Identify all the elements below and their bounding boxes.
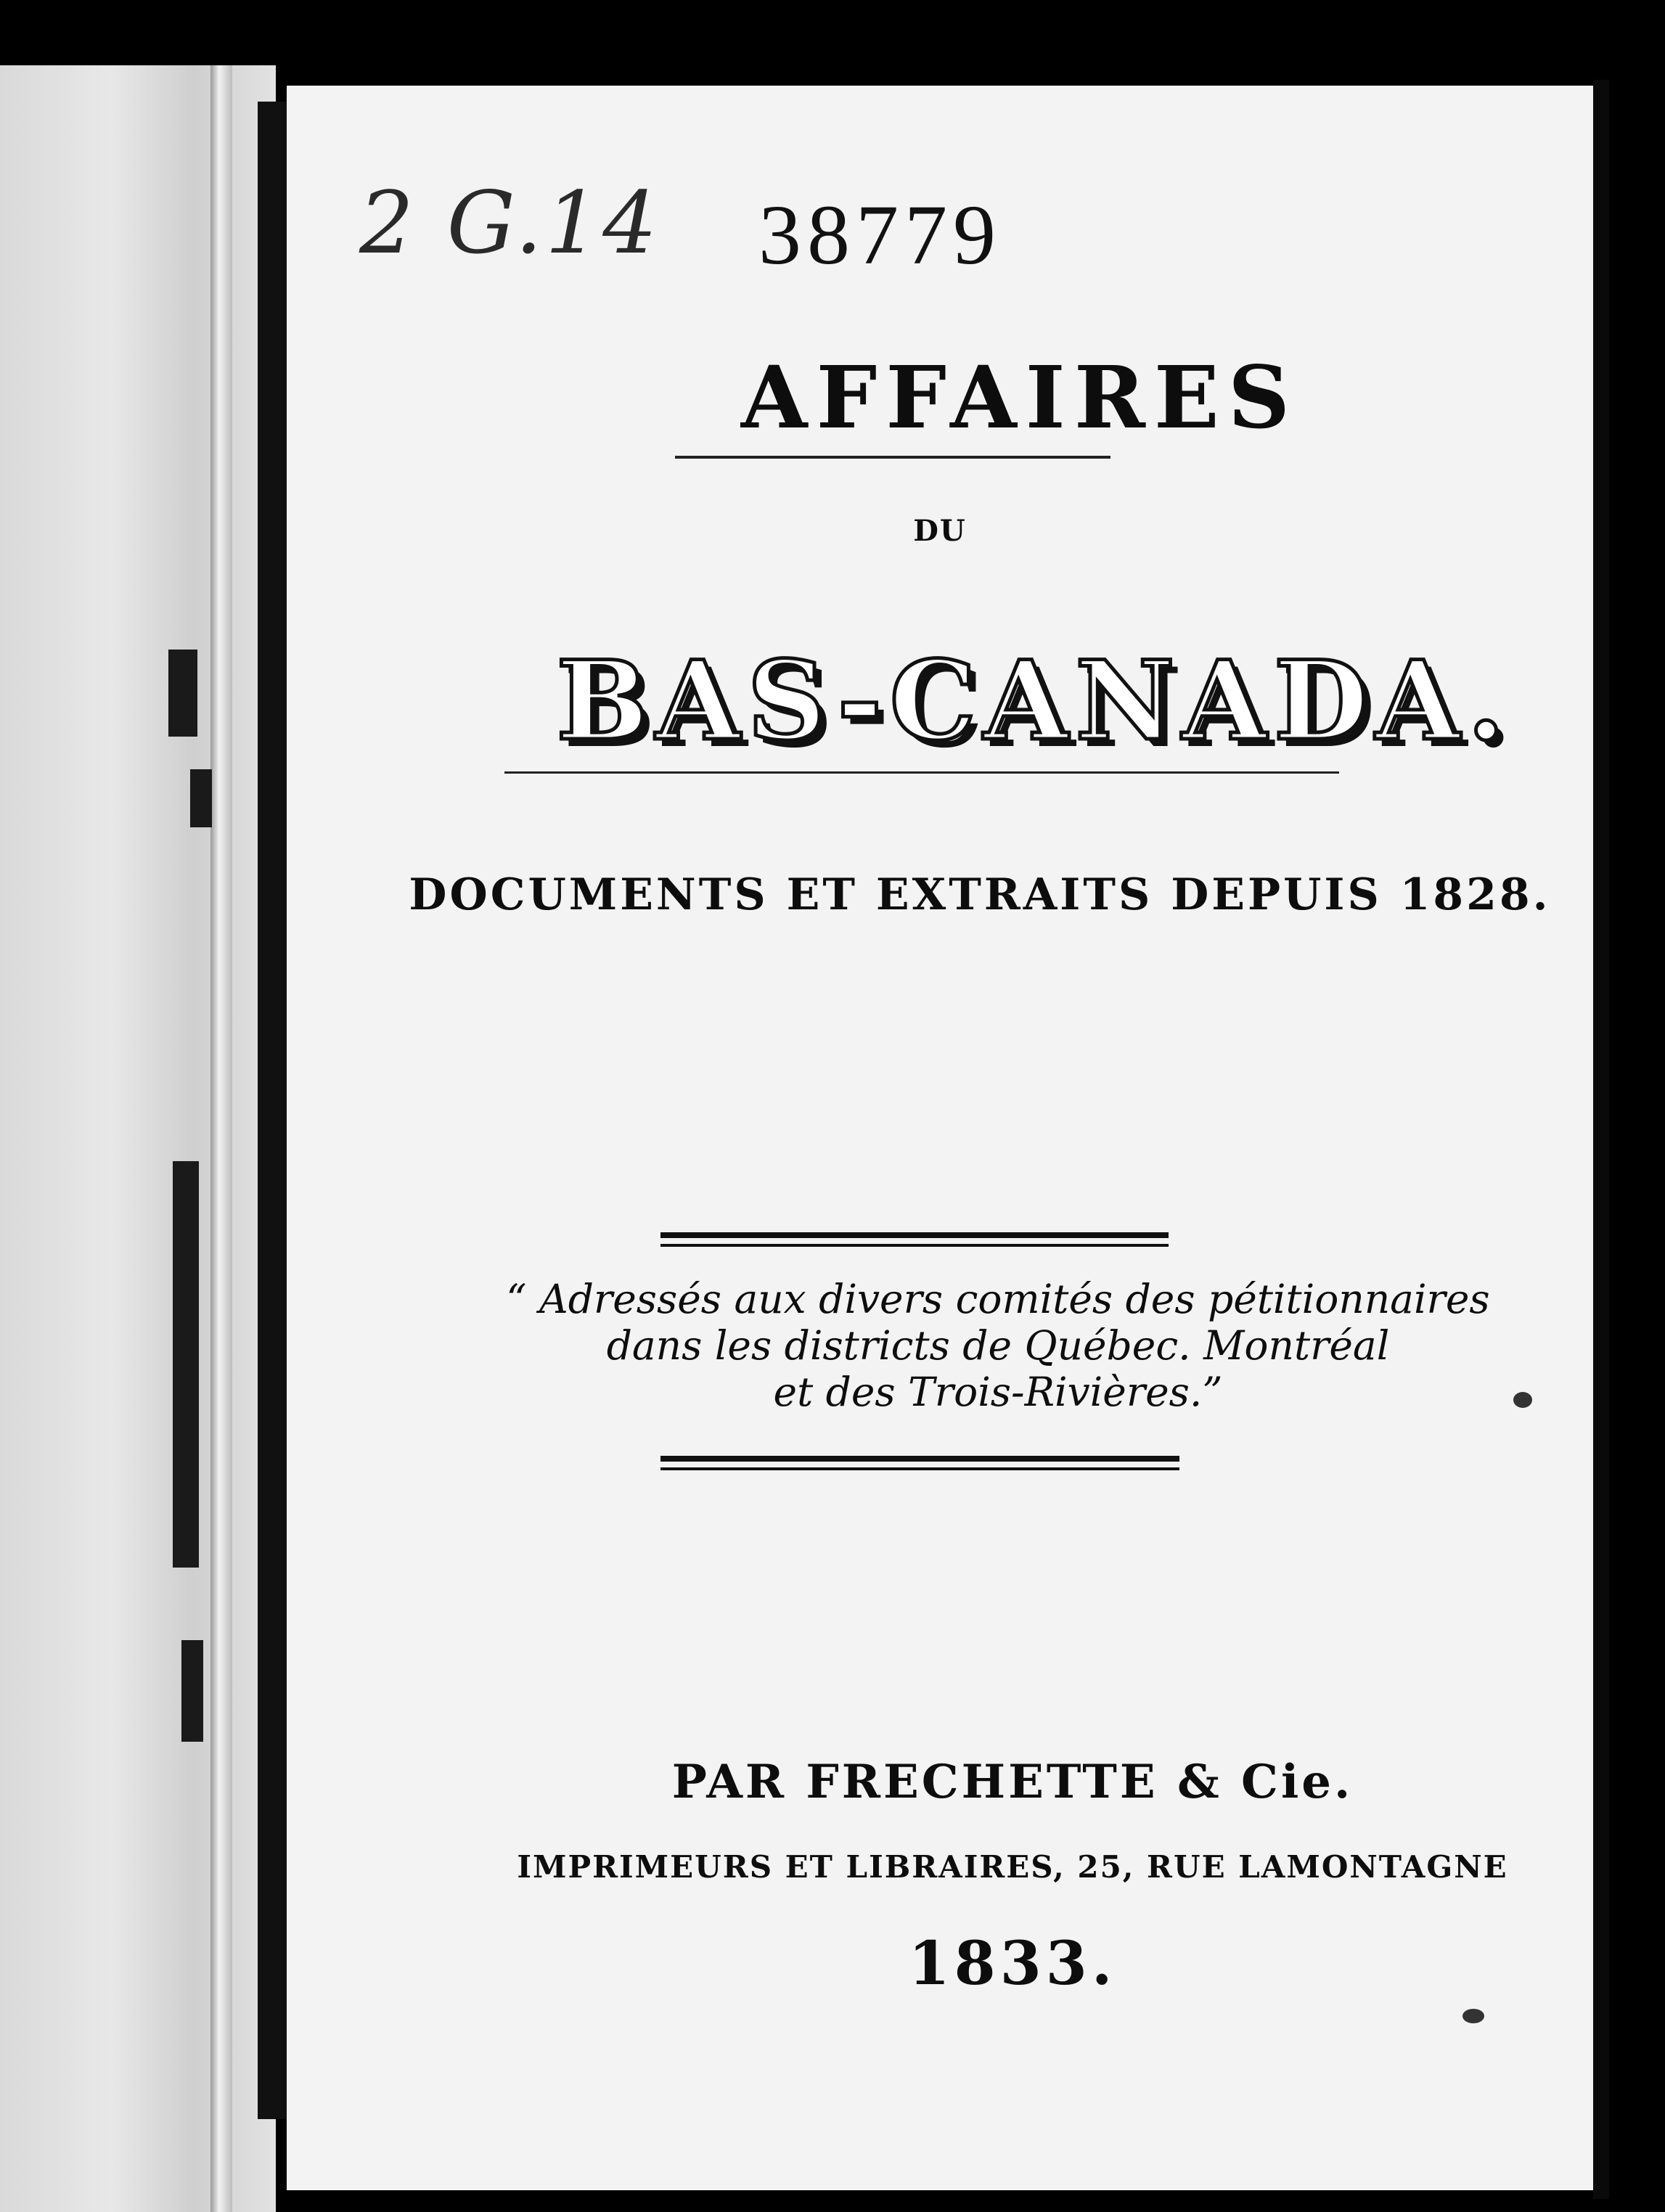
- binding-spine: [0, 65, 276, 2212]
- binding-stitch: [181, 1640, 203, 1742]
- page-edge: [1593, 80, 1609, 2199]
- ink-speck: [1462, 2009, 1484, 2023]
- title-rule: [675, 456, 1110, 459]
- title-du: DU: [913, 514, 967, 548]
- publisher-detail: IMPRIMEURS ET LIBRAIRES, 25, RUE LAMONTAGNE: [517, 1849, 1508, 1885]
- binding-stitch: [173, 1161, 199, 1568]
- binding-gutter: [258, 102, 288, 2119]
- catalog-number: 38779: [758, 187, 1002, 282]
- handwritten-note: 2 G.14: [359, 173, 660, 273]
- epigraph: [345, 1276, 1651, 1415]
- double-rule-bottom: [660, 1456, 1179, 1470]
- double-rule-top: [660, 1232, 1169, 1247]
- epigraph-line: dans les districts de Québec. Montréal: [606, 1322, 1390, 1369]
- title-affaires: AFFAIRES: [740, 347, 1299, 448]
- ink-speck: [1513, 1392, 1532, 1408]
- publisher: PAR FRECHETTE & Cie.: [671, 1755, 1354, 1809]
- title-bas-canada: BAS-CANADA.: [556, 637, 1513, 765]
- epigraph-line: et des Trois-Rivières.”: [773, 1369, 1223, 1415]
- binding-fold: [210, 65, 232, 2212]
- binding-stitch: [190, 769, 212, 827]
- subtitle: DOCUMENTS ET EXTRAITS DEPUIS 1828.: [409, 869, 1551, 920]
- publication-year: 1833.: [908, 1929, 1117, 1999]
- title-rule: [504, 771, 1339, 774]
- epigraph-line: “ Adressés aux divers comités des pétitionnaires: [506, 1276, 1490, 1322]
- binding-stitch: [168, 650, 197, 737]
- title-page: [287, 86, 1593, 2190]
